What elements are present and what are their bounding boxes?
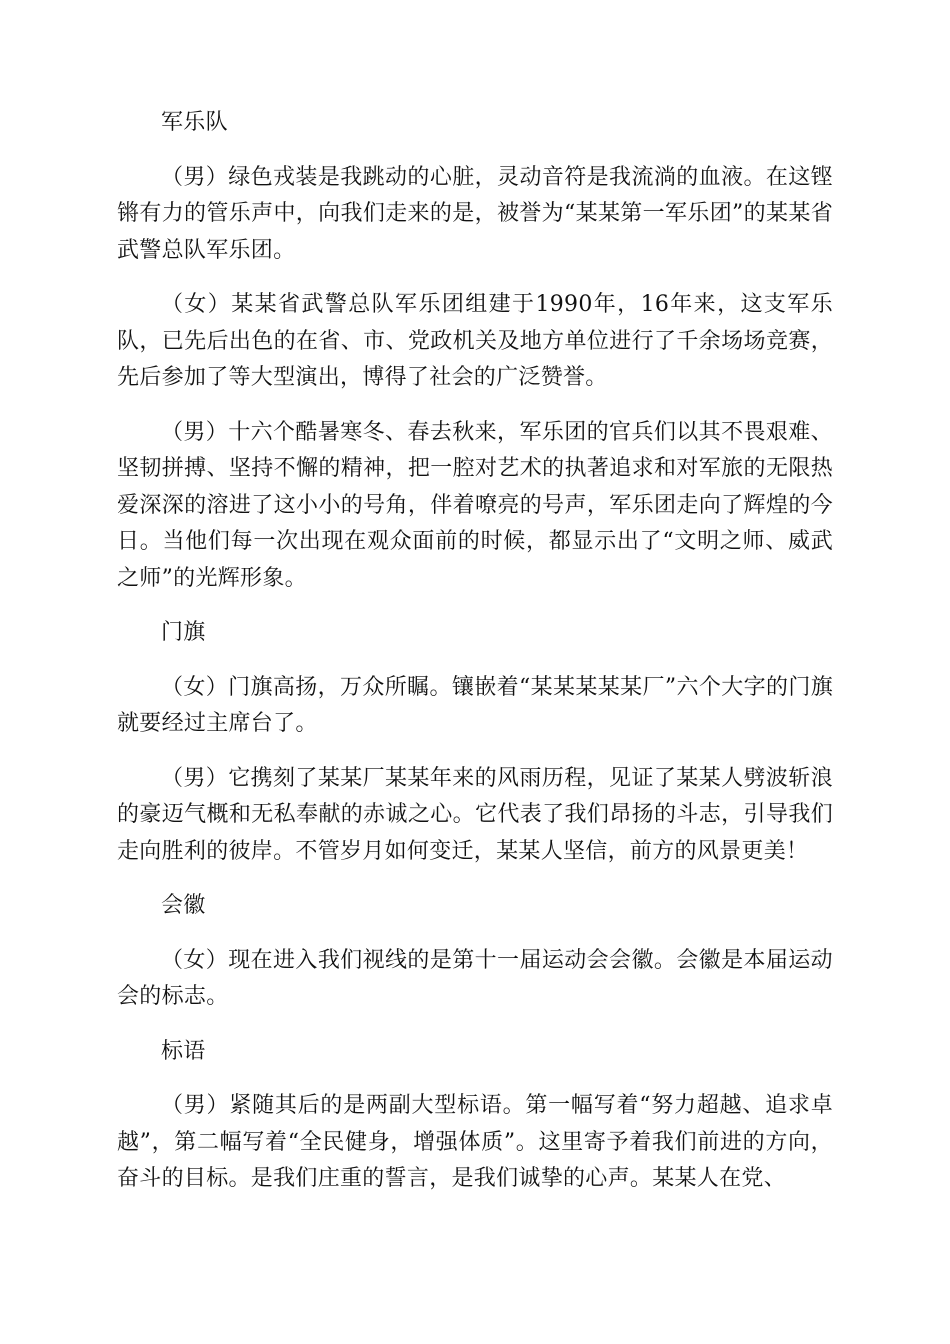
- section-heading-emblem: 会徽: [161, 893, 206, 918]
- paragraph: （女）某某省武警总队军乐团组建于1990年，16年来，这支军乐队，已先后出色的在省、市、党政机关及地方单位进行了千余场场竞赛，先后参加了等大型演出，博得了社会的广泛赞誉。: [117, 292, 833, 390]
- section-heading-flag: 门旗: [161, 620, 206, 645]
- paragraph: （男）它携刻了某某厂某某年来的风雨历程，见证了某某人劈波斩浪的豪迈气概和无私奉献的赤诚之心。它代表了我们昂扬的斗志，引导我们走向胜利的彼岸。不管岁月如何变迁，某某人坚信，前方的风景更美！: [117, 765, 833, 864]
- document-page: [117, 105, 833, 1216]
- section-heading-slogan: 标语: [161, 1038, 206, 1064]
- paragraph: （女）现在进入我们视线的是第十一届运动会会徽。会徽是本届运动会的标志。: [117, 947, 833, 1009]
- section-heading-military-band: 军乐队: [161, 110, 228, 135]
- paragraph: （男）紧随其后的是两副大型标语。第一幅写着“努力超越、追求卓越”，第二幅写着“全民健身，增强体质”。这里寄予着我们前进的方向，奋斗的目标。是我们庄重的誓言，是我们诚挚的心声。某某人在党、: [117, 1093, 833, 1191]
- paragraph: （男）十六个酷暑寒冬、春去秋来，军乐团的官兵们以其不畏艰难、坚韧拼搏、坚持不懈的精神，把一腔对艺术的执著追求和对军旅的无限热爱深深的溶进了这小小的号角，伴着嘹亮的号声，军乐团走向了辉煌的今日。当他们每一次出现在观众面前的时候，都显示出了“文明之师、威武之师”的光辉形象。: [117, 419, 833, 591]
- paragraph: （男）绿色戎装是我跳动的心脏，灵动音符是我流淌的血液。在这铿锵有力的管乐声中，向我们走来的是，被誉为“某某第一军乐团”的某某省武警总队军乐团。: [117, 164, 833, 263]
- paragraph: （女）门旗高扬，万众所瞩。镶嵌着“某某某某某厂”六个大字的门旗就要经过主席台了。: [117, 674, 833, 736]
